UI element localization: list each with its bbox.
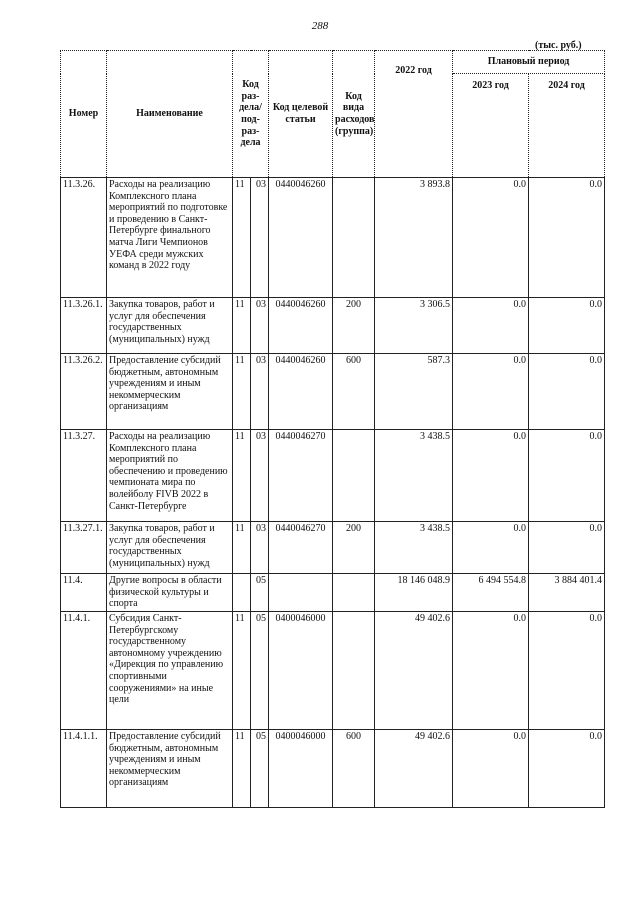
header-2023: 2023 год xyxy=(453,74,529,178)
row-name: Закупка товаров, работ и услуг для обеспечения государственных (муниципальных) нужд xyxy=(107,298,233,354)
row-expense-type: 200 xyxy=(333,298,375,354)
table-row xyxy=(61,178,605,298)
unit-label: (тыс. руб.) xyxy=(535,40,582,51)
table-row xyxy=(61,574,605,612)
row-number: 11.3.26. xyxy=(61,178,107,298)
table-row xyxy=(61,730,605,808)
row-value-2024: 3 884 401.4 xyxy=(529,574,605,612)
row-section: 11 xyxy=(233,522,251,574)
row-value-2023: 0.0 xyxy=(453,730,529,808)
row-subsection: 05 xyxy=(251,730,269,808)
row-section: 11 xyxy=(233,298,251,354)
row-value-2024: 0.0 xyxy=(529,298,605,354)
row-section xyxy=(233,574,251,612)
row-value-2022: 3 438.5 xyxy=(375,522,453,574)
row-subsection: 03 xyxy=(251,354,269,430)
table-row xyxy=(61,354,605,430)
row-name: Закупка товаров, работ и услуг для обеспечения государственных (муниципальных) нужд xyxy=(107,522,233,574)
table-row xyxy=(61,430,605,522)
row-value-2022: 18 146 048.9 xyxy=(375,574,453,612)
row-article: 0440046260 xyxy=(269,298,333,354)
row-number: 11.4. xyxy=(61,574,107,612)
row-subsection: 03 xyxy=(251,430,269,522)
row-article: 0440046260 xyxy=(269,354,333,430)
row-value-2023: 6 494 554.8 xyxy=(453,574,529,612)
row-value-2023: 0.0 xyxy=(453,354,529,430)
row-article: 0400046000 xyxy=(269,612,333,730)
row-name: Расходы на реализацию Комплексного плана мероприятий по подготовке и проведению в Санкт-Петербурге финального матча Лиги Чемпионов УЕФА среди мужских команд в 2022 году xyxy=(107,178,233,298)
row-section: 11 xyxy=(233,612,251,730)
row-article: 0440046260 xyxy=(269,178,333,298)
row-value-2023: 0.0 xyxy=(453,522,529,574)
budget-table xyxy=(60,50,605,808)
row-value-2022: 49 402.6 xyxy=(375,612,453,730)
row-expense-type xyxy=(333,430,375,522)
row-value-2024: 0.0 xyxy=(529,612,605,730)
row-value-2024: 0.0 xyxy=(529,430,605,522)
row-expense-type: 600 xyxy=(333,354,375,430)
row-name: Предоставление субсидий бюджетным, автономным учреждениям и иным некоммерческим организациям xyxy=(107,354,233,430)
header-article: Код целевой статьи xyxy=(269,51,333,178)
row-expense-type xyxy=(333,574,375,612)
row-value-2024: 0.0 xyxy=(529,730,605,808)
row-article xyxy=(269,574,333,612)
row-value-2022: 3 306.5 xyxy=(375,298,453,354)
row-value-2024: 0.0 xyxy=(529,354,605,430)
row-value-2023: 0.0 xyxy=(453,430,529,522)
header-section: Код раз-дела/ под-раз-дела xyxy=(233,51,269,178)
row-expense-type xyxy=(333,612,375,730)
row-section: 11 xyxy=(233,178,251,298)
row-subsection: 03 xyxy=(251,298,269,354)
row-name: Субсидия Санкт-Петербургскому государственному автономному учреждению «Дирекция по управлению спортивными сооружениями» на иные цели xyxy=(107,612,233,730)
row-number: 11.3.26.1. xyxy=(61,298,107,354)
row-article: 0440046270 xyxy=(269,430,333,522)
table-row xyxy=(61,522,605,574)
table-row xyxy=(61,612,605,730)
header-expense-type: Код вида расходов (группа) xyxy=(333,51,375,178)
row-value-2022: 3 893.8 xyxy=(375,178,453,298)
row-value-2022: 587.3 xyxy=(375,354,453,430)
row-number: 11.3.27. xyxy=(61,430,107,522)
row-name: Другие вопросы в области физической культуры и спорта xyxy=(107,574,233,612)
header-plan-period: Плановый период xyxy=(453,51,605,74)
row-number: 11.4.1.1. xyxy=(61,730,107,808)
row-value-2022: 3 438.5 xyxy=(375,430,453,522)
header-number: Номер xyxy=(61,51,107,178)
row-subsection: 05 xyxy=(251,612,269,730)
row-expense-type: 200 xyxy=(333,522,375,574)
page-number: 288 xyxy=(311,20,329,32)
row-subsection: 03 xyxy=(251,178,269,298)
row-section: 11 xyxy=(233,430,251,522)
row-value-2023: 0.0 xyxy=(453,178,529,298)
row-section: 11 xyxy=(233,730,251,808)
header-2024: 2024 год xyxy=(529,74,605,178)
row-value-2022: 49 402.6 xyxy=(375,730,453,808)
row-value-2024: 0.0 xyxy=(529,522,605,574)
row-name: Расходы на реализацию Комплексного плана мероприятий по обеспечению и проведению чемпионата мира по волейболу FIVB 2022 в Санкт-Петербурге xyxy=(107,430,233,522)
row-value-2023: 0.0 xyxy=(453,612,529,730)
row-expense-type xyxy=(333,178,375,298)
row-number: 11.4.1. xyxy=(61,612,107,730)
row-name: Предоставление субсидий бюджетным, автономным учреждениям и иным некоммерческим организациям xyxy=(107,730,233,808)
row-article: 0440046270 xyxy=(269,522,333,574)
header-2022: 2022 год xyxy=(375,51,453,178)
row-section: 11 xyxy=(233,354,251,430)
row-article: 0400046000 xyxy=(269,730,333,808)
row-subsection: 05 xyxy=(251,574,269,612)
row-number: 11.3.27.1. xyxy=(61,522,107,574)
table-row xyxy=(61,298,605,354)
row-number: 11.3.26.2. xyxy=(61,354,107,430)
row-value-2024: 0.0 xyxy=(529,178,605,298)
row-value-2023: 0.0 xyxy=(453,298,529,354)
header-name: Наименование xyxy=(107,51,233,178)
row-subsection: 03 xyxy=(251,522,269,574)
row-expense-type: 600 xyxy=(333,730,375,808)
